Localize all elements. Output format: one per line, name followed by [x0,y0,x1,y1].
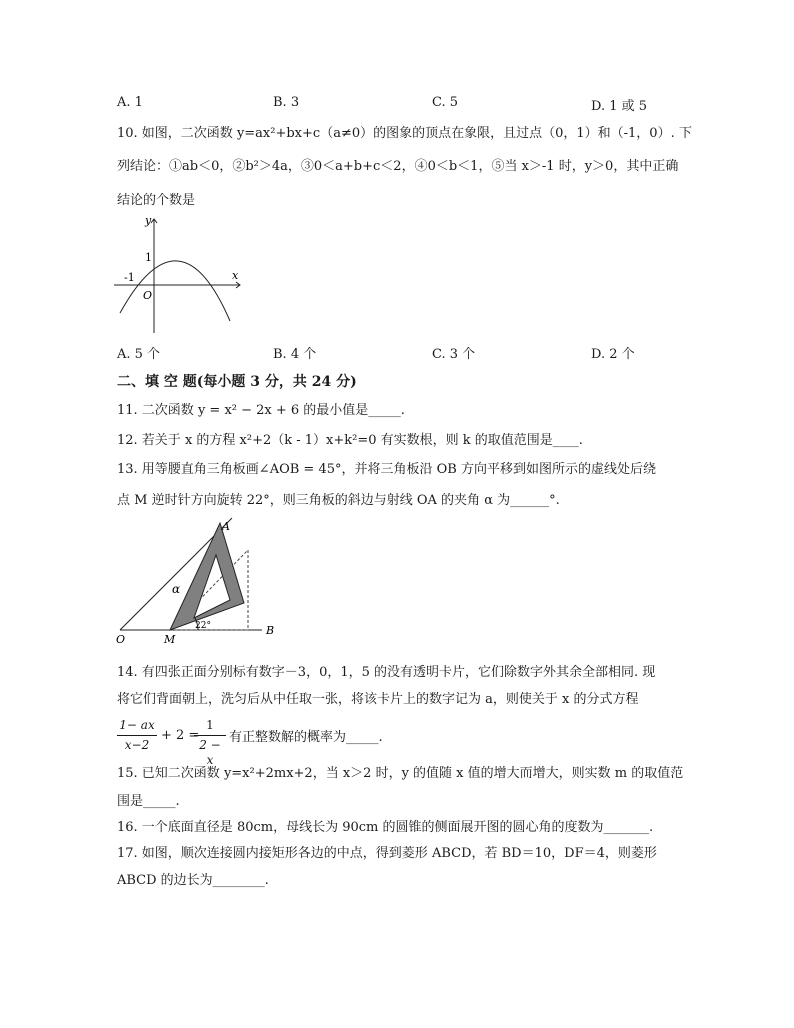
q10-line2: 列结论：①ab＜0，②b²＞4a，③0＜a+b+c＜2，④0＜b＜1，⑤当 x＞-1 时，y＞0，其中正确 [117,159,679,174]
q9-option-d: D. 1 或 5 [591,99,648,114]
fig-label-m: M [164,633,176,645]
parabola-curve [120,261,230,321]
q9-option-c: C. 5 [432,95,459,110]
q10-line1: 10. 如图，二次函数 y=ax²+bx+c（a≠0）的图象的顶点在象限，且过点（0，1）和（-1，0）. 下 [117,126,692,141]
graph-label-origin: O [143,289,153,302]
q14-frac2-bar [194,735,226,736]
q14-line2: 将它们背面朝上，洗匀后从中任取一张，将该卡片上的数字记为 a，则使关于 x 的分式方程 [117,692,639,707]
fig-label-a: A [222,520,230,533]
q17-line2: ABCD 的边长为________. [117,873,269,888]
q15-line1: 15. 已知二次函数 y=x²+2mx+2，当 x＞2 时，y 的值随 x 值的增大而增大，则实数 m 的取值范 [117,766,684,781]
graph-label-one: 1 [145,251,152,264]
q14-frac2-denominator: 2 − x [199,738,221,767]
q10-option-a: A. 5 个 [117,347,161,362]
q14-plus-two: + 2 = [161,728,200,743]
graph-label-x: x [232,269,239,282]
q16-text: 16. 一个底面直径是 80cm，母线长为 90cm 的圆锥的侧面展开图的圆心角的度数为_______. [117,820,654,835]
rotated-set-square [170,523,244,630]
graph-label-neg-one: -1 [124,271,135,284]
q14-frac2-numerator: 1 [206,718,214,732]
q13-line1: 13. 用等腰直角三角板画∠AOB = 45°，并将三角板沿 OB 方向平移到如图所示的虚线处后绕 [117,462,656,477]
q14-fraction-1 [117,718,157,753]
q17-line1: 17. 如图，顺次连接圆内接矩形各边的中点，得到菱形 ABCD，若 BD＝10，DF＝4，则菱形 [117,846,657,861]
q12-text: 12. 若关于 x 的方程 x²+2（k - 1）x+k²=0 有实数根，则 k 的取值范围是____. [117,433,583,448]
q14-line1: 14. 有四张正面分别标有数字－3，0，1，5 的没有透明卡片，它们除数字外其余全部相同. 现 [117,665,656,680]
q14-fraction-2 [194,718,226,768]
q9-option-a: A. 1 [117,95,143,110]
q13-line2: 点 M 逆时针方向旋转 22°，则三角板的斜边与射线 OA 的夹角 α 为______°. [117,493,560,508]
q15-line2: 围是_____. [117,794,180,809]
q10-option-c: C. 3 个 [432,347,476,362]
fig-label-b: B [266,624,275,637]
q14-frac1-numerator: 1− ax [119,718,155,732]
graph-label-y: y [145,214,152,227]
q9-option-b: B. 3 [273,95,300,110]
section-title: 二、填 空 题(每小题 3 分，共 24 分) [117,374,357,390]
q14-frac1-denominator: x−2 [124,738,150,752]
fig-label-angle: 22° [195,621,211,631]
q10-option-b: B. 4 个 [273,347,317,362]
q14-tail: 有正整数解的概率为_____. [229,730,383,745]
q10-line3: 结论的个数是 [117,193,196,208]
q14-frac1-bar [117,735,157,736]
q13-triangle-figure [112,515,287,645]
fig-label-o: O [116,633,126,645]
q10-parabola-graph [112,213,247,338]
q10-option-d: D. 2 个 [591,347,635,362]
fig-label-alpha: α [172,582,181,596]
q11-text: 11. 二次函数 y = x² − 2x + 6 的最小值是_____. [117,403,405,418]
